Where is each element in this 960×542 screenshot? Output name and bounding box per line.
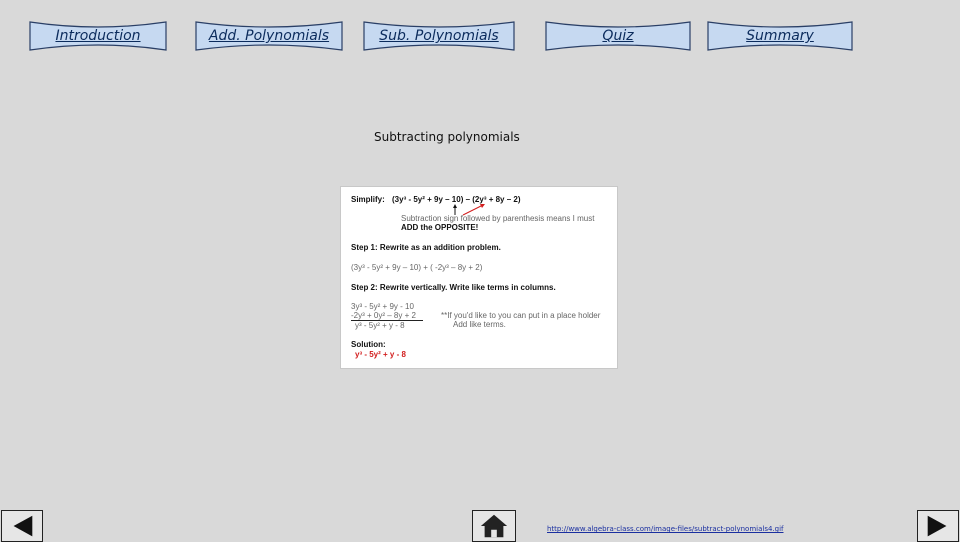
hint-line-2: Add like terms.	[453, 320, 506, 329]
step2-row-2: -2y³ + 0y² – 8y + 2	[351, 311, 416, 320]
solution-expression: y³ - 5y² + y - 8	[355, 350, 406, 359]
next-slide-button[interactable]	[917, 510, 959, 542]
nav-add-polynomials[interactable]	[194, 20, 344, 52]
slide-title: Subtracting polynomials	[374, 130, 520, 144]
nav-quiz-label: Quiz	[602, 28, 634, 44]
nav-sub-polynomials[interactable]	[362, 20, 516, 52]
nav-quiz[interactable]	[544, 20, 692, 52]
step1-heading: Step 1: Rewrite as an addition problem.	[351, 243, 501, 252]
home-button[interactable]	[472, 510, 516, 542]
nav-summary[interactable]	[706, 20, 854, 52]
problem-expression: (3y³ - 5y² + 9y – 10) – (2y³ + 8y – 2)	[392, 195, 521, 204]
nav-add-polynomials-label: Add. Polynomials	[208, 28, 330, 44]
source-link[interactable]: http://www.algebra-class.com/image-files/subtract-polynomials4.gif	[547, 525, 784, 533]
step2-result: y³ - 5y² + y - 8	[355, 321, 405, 330]
step2-row-1: 3y³ - 5y² + 9y - 10	[351, 302, 414, 311]
home-icon	[473, 511, 515, 541]
triangle-right-icon	[918, 511, 958, 541]
solution-label: Solution:	[351, 340, 386, 349]
previous-slide-button[interactable]	[1, 510, 43, 542]
worksheet-image	[340, 186, 618, 369]
simplify-label: Simplify:	[351, 195, 385, 204]
triangle-left-icon	[2, 511, 42, 541]
nav-summary-label: Summary	[746, 28, 814, 44]
note-line-2: ADD the OPPOSITE!	[401, 223, 479, 232]
hint-line-1: **If you'd like to you can put in a place holder	[441, 311, 601, 320]
nav-introduction-label: Introduction	[55, 28, 141, 44]
step1-expression: (3y³ - 5y² + 9y – 10) + ( -2y³ – 8y + 2)	[351, 263, 483, 272]
step2-heading: Step 2: Rewrite vertically. Write like terms in columns.	[351, 283, 556, 292]
nav-sub-polynomials-label: Sub. Polynomials	[379, 28, 499, 44]
nav-introduction[interactable]	[28, 20, 168, 52]
note-line-1: Subtraction sign followed by parenthesis means I must	[401, 214, 595, 223]
